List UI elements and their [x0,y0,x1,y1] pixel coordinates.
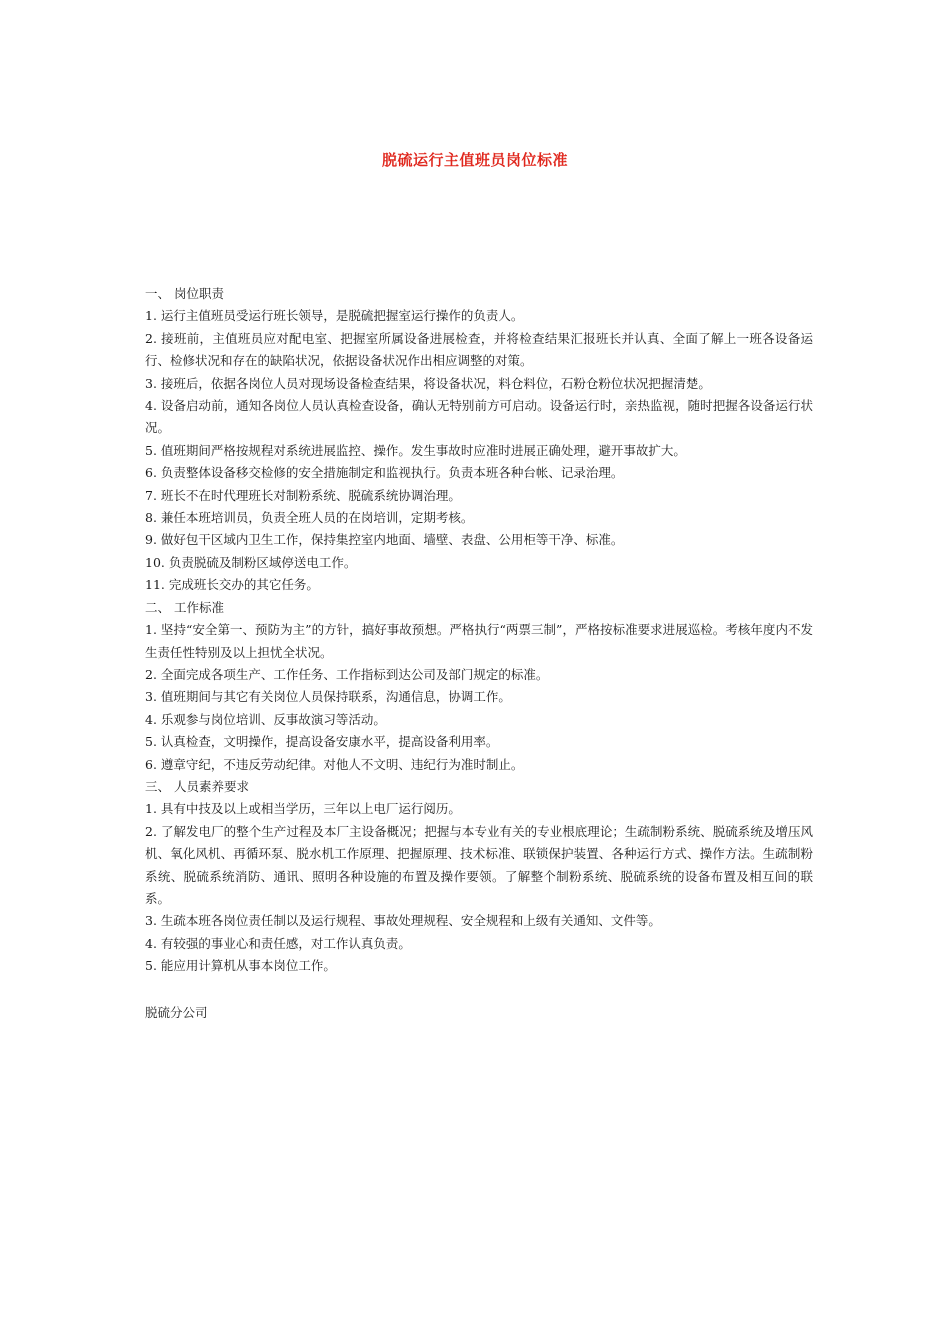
list-item: 3. 接班后，依据各岗位人员对现场设备检查结果，将设备状况，料仓料位，石粉仓粉位状况把握清楚。 [145,375,711,391]
list-item: 6. 遵章守纪，不违反劳动纪律。对他人不文明、违纪行为准时制止。 [145,756,524,772]
list-item: 9. 做好包干区域内卫生工作，保持集控室内地面、墙壁、表盘、公用柜等干净、标准。 [145,532,624,548]
list-item: 2. 全面完成各项生产、工作任务、工作指标到达公司及部门规定的标准。 [145,666,549,682]
list-item: 5. 值班期间严格按规程对系统进展监控、操作。发生事故时应准时进展正确处理，避开事故扩大。 [145,442,686,458]
list-item: 4. 有较强的事业心和责任感，对工作认真负责。 [145,935,411,951]
list-item: 2. 了解发电厂的整个生产过程及本厂主设备概况；把握与本专业有关的专业根底理论；生疏制粉系统、脱硫系统及增压风机、氧化风机、再循环泵、脱水机工作原理、把握原理、技术标准、联锁保护装置、各种运行方式、操作方法。生疏制粉系统、脱硫系统消防、通讯、照明各种设施的布置及操作要领。了解整个制粉系统、脱硫系统的设备布置及相互间的联系。 [145,823,813,906]
list-item: 2. 接班前，主值班员应对配电室、把握室所属设备进展检查，并将检查结果汇报班长并认真、全面了解上一班各设备运行、检修状况和存在的缺陷状况，依据设备状况作出相应调整的对策。 [145,330,813,369]
document-title: 脱硫运行主值班员岗位标准 [381,151,568,169]
list-item: 7. 班长不在时代理班长对制粉系统、脱硫系统协调治理。 [145,487,461,503]
list-item: 10. 负责脱硫及制粉区域停送电工作。 [145,554,357,570]
list-item: 8. 兼任本班培训员，负责全班人员的在岗培训，定期考核。 [145,510,474,526]
list-item: 1. 坚持“安全第一、预防为主”的方针，搞好事故预想。严格执行“两票三制”，严格按标准要求进展巡检。考核年度内不发生责任性特别及以上担忧全状况。 [145,622,813,660]
section-heading: 一、 岗位职责 [145,286,224,301]
section-heading: 三、 人员素养要求 [145,778,249,794]
list-item: 1. 具有中技及以上或相当学历，三年以上电厂运行阅历。 [145,801,461,817]
section-heading: 二、 工作标准 [145,599,224,615]
list-item: 11. 完成班长交办的其它任务。 [145,577,319,593]
list-item: 3. 值班期间与其它有关岗位人员保持联系，沟通信息，协调工作。 [145,689,511,705]
list-item: 4. 乐观参与岗位培训、反事故演习等活动。 [145,711,386,727]
list-item: 6. 负责整体设备移交检修的安全措施制定和监视执行。负责本班各种台帐、记录治理。 [145,465,624,481]
list-item: 5. 能应用计算机从事本岗位工作。 [145,958,336,974]
list-item: 4. 设备启动前，通知各岗位人员认真检查设备，确认无特别前方可启动。设备运行时，亲热监视，随时把握各设备运行状况。 [145,398,813,436]
signature: 脱硫分公司 [145,1005,208,1020]
list-item: 3. 生疏本班各岗位责任制以及运行规程、事故处理规程、安全规程和上级有关通知、文件等。 [145,913,661,929]
document-body [145,283,813,978]
list-item: 1. 运行主值班员受运行班长领导，是脱硫把握室运行操作的负责人。 [145,308,524,324]
list-item: 5. 认真检查，文明操作，提高设备安康水平，提高设备利用率。 [145,734,499,750]
